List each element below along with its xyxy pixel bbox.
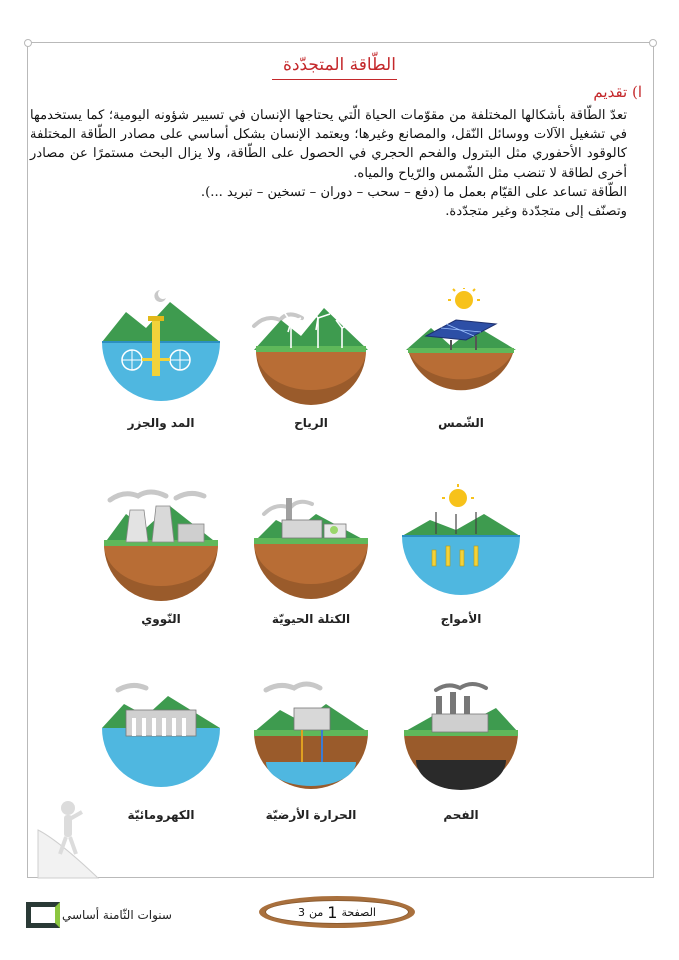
energy-label: المد والجزر <box>127 416 195 430</box>
energy-tile-solar <box>396 288 526 438</box>
energy-label: الشّمس <box>438 416 484 430</box>
wind-turbine-icon <box>246 288 376 413</box>
energy-tile-waves <box>396 484 526 634</box>
intro-paragraph-3: وتصنّف إلى متجدّدة وغير متجدّدة. <box>445 204 627 220</box>
energy-tile-wind <box>246 288 376 438</box>
biomass-icon <box>246 484 376 609</box>
nuclear-plant-icon <box>96 484 226 609</box>
intro-paragraph-1: تعدّ الطّاقة بأشكالها المختلفة من مقوّمات الحياة الّتي يحتاجها الإنسان في تسيير شؤونه اليومية؛ كما يستخدمها في تشغيل الآلات ووسائل النّقل، والمصانع وغيرها؛ ويعتمد الإنسان بشكل أساسي على مصادر الطّاقة المختلفة كالوقود الأحفوري مثل البترول والفحم الحجري في الحصول على الطّاقة، ولا يزال البحث مستمرًا عن مصادر أخرى لطاقة لا تنضب مثل الشّمس والرّياح والمياه. <box>30 108 627 181</box>
coal-plant-icon <box>396 680 526 805</box>
intro-paragraph-2: الطّاقة تساعد على القيّام بعمل ما (دفع – سحب – دوران – تسخين – تبريد ...). <box>200 184 627 200</box>
page-current: 1 <box>327 902 338 922</box>
page-curl-figure-icon <box>28 790 108 880</box>
energy-label: النّووي <box>141 612 181 626</box>
intro-text <box>30 106 627 221</box>
geothermal-icon <box>246 680 376 805</box>
title-underline <box>272 79 397 80</box>
energy-tile-biomass <box>246 484 376 634</box>
energy-tile-nuclear <box>96 484 226 634</box>
page-title: الطّاقة المتجدّدة <box>283 55 396 75</box>
tidal-icon <box>96 288 226 413</box>
page-number-inner <box>265 900 409 924</box>
energy-tile-geothermal <box>246 680 376 830</box>
energy-label: الأمواج <box>440 612 482 626</box>
energy-tile-tidal <box>96 288 226 438</box>
brand-logo-icon <box>26 902 60 928</box>
energy-label: الحرارة الأرضيّة <box>265 808 357 822</box>
solar-panel-icon <box>396 288 526 413</box>
energy-tile-coal <box>396 680 526 830</box>
energy-label: الفحم <box>443 808 479 822</box>
of-word: من <box>309 905 324 919</box>
energy-label: الكتلة الحيويّة <box>271 612 351 626</box>
footer-brand: سنوات الثّامنة أساسي <box>62 908 172 922</box>
section-heading: ا) تقديم <box>593 83 642 101</box>
energy-tile-hydro <box>96 680 226 830</box>
frame-corner-dot <box>649 39 657 47</box>
frame-corner-dot <box>24 39 32 47</box>
wave-energy-icon <box>396 484 526 609</box>
page-total: 3 <box>298 905 306 919</box>
energy-label: الكهرومائيّة <box>127 808 195 822</box>
page-word: الصفحة <box>341 905 376 919</box>
energy-label: الرياح <box>294 416 328 430</box>
hydro-dam-icon <box>96 680 226 805</box>
page-number-badge <box>259 896 415 928</box>
